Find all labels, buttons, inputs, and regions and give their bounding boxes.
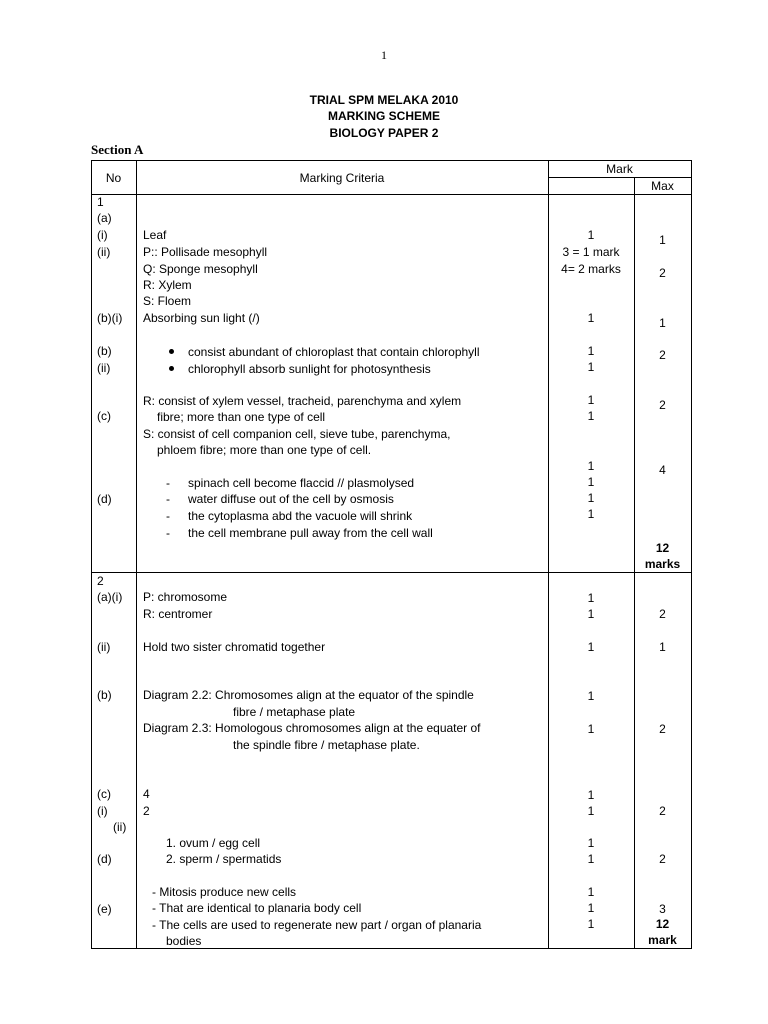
q1-mark: 1 xyxy=(587,491,595,505)
q1-max: 2 xyxy=(659,266,666,280)
q1-criteria: S: Floem xyxy=(143,294,192,308)
q1-mark: 1 xyxy=(587,393,595,407)
q2-max: 2 xyxy=(659,607,666,621)
q2-criteria: - That are identical to planaria body cell xyxy=(152,901,362,915)
q2-mark: 1 xyxy=(587,804,595,818)
header-max: Max xyxy=(651,179,674,193)
q1-criteria: P:: Pollisade mesophyll xyxy=(143,245,268,259)
q1-criteria: Leaf xyxy=(143,228,167,242)
q1-part-b: (b) xyxy=(97,344,112,358)
q1-mark: 1 xyxy=(587,459,595,473)
q1-criteria-dash: the cell membrane pull away from the cell wall xyxy=(188,526,433,540)
q1-criteria: R: consist of xylem vessel, tracheid, parenchyma and xylem xyxy=(143,394,462,408)
header-no: No xyxy=(105,171,122,185)
q1-part-b-i: (b)(i) xyxy=(97,311,123,325)
q2-mark: 1 xyxy=(587,901,595,915)
section-heading: Section A xyxy=(91,142,144,157)
q2-criteria: Diagram 2.2: Chromosomes align at the equator of the spindle xyxy=(143,688,474,702)
page-number: 1 xyxy=(381,48,387,62)
q2-part-c-i: (i) xyxy=(97,804,108,818)
q1-total-marks: 12 xyxy=(655,541,670,555)
q1-mark: 1 xyxy=(587,228,595,242)
q1-no: 1 xyxy=(97,195,104,209)
q1-criteria: S: consist of cell companion cell, sieve tube, parenchyma, xyxy=(143,427,451,441)
q1-mark: 3 = 1 mark xyxy=(562,245,620,259)
q1-max: 2 xyxy=(659,398,666,412)
q2-max: 1 xyxy=(659,640,666,654)
q2-mark: 1 xyxy=(587,591,595,605)
q1-criteria: R: Xylem xyxy=(143,278,192,292)
q1-criteria: phloem fibre; more than one type of cell. xyxy=(157,443,372,457)
q2-part-a-i: (a)(i) xyxy=(97,590,123,604)
q2-criteria: Hold two sister chromatid together xyxy=(143,640,326,654)
q1-criteria: Q: Sponge mesophyll xyxy=(143,262,258,276)
q1-criteria: Absorbing sun light (/) xyxy=(143,311,260,325)
q1-mark: 1 xyxy=(587,409,595,423)
q2-mark: 1 xyxy=(587,885,595,899)
q2-criteria: 2. sperm / spermatids xyxy=(166,852,282,866)
q2-criteria: 4 xyxy=(143,787,150,801)
q2-criteria: - Mitosis produce new cells xyxy=(152,885,297,899)
q1-criteria-bullet: chlorophyll absorb sunlight for photosynthesis xyxy=(169,361,431,377)
q2-total-marks: 12 xyxy=(655,917,670,931)
q2-criteria: bodies xyxy=(166,934,202,948)
q2-criteria: 1. ovum / egg cell xyxy=(166,836,261,850)
q1-mark: 1 xyxy=(587,311,595,325)
q2-part-a-ii: (ii) xyxy=(97,640,111,654)
q2-mark: 1 xyxy=(587,689,595,703)
page-title-line-1: TRIAL SPM MELAKA 2010 xyxy=(309,93,459,107)
q1-part-a-ii: (ii) xyxy=(97,245,111,259)
header-marking-criteria: Marking Criteria xyxy=(299,171,385,185)
q1-part-a-i: (i) xyxy=(97,228,108,242)
q2-criteria: the spindle fibre / metaphase plate. xyxy=(233,738,420,752)
q2-criteria: P: chromosome xyxy=(143,590,228,604)
q1-mark: 4= 2 marks xyxy=(561,262,621,276)
q2-max: 2 xyxy=(659,852,666,866)
q2-part-e: (e) xyxy=(97,902,112,916)
q2-part-c: (c) xyxy=(97,787,111,801)
q1-part-b-ii: (ii) xyxy=(97,361,111,375)
q2-criteria: 2 xyxy=(143,804,150,818)
q1-mark: 1 xyxy=(587,360,595,374)
q2-part-d: (d) xyxy=(97,852,112,866)
q1-part-a: (a) xyxy=(97,211,112,225)
q2-mark: 1 xyxy=(587,852,595,866)
q1-mark: 1 xyxy=(587,507,595,521)
q1-part-c: (c) xyxy=(97,409,111,423)
page-title-line-2: MARKING SCHEME xyxy=(327,109,440,123)
q1-criteria-bullet: consist abundant of chloroplast that contain chlorophyll xyxy=(169,344,480,360)
header-mark: Mark xyxy=(606,162,633,176)
q1-mark: 1 xyxy=(587,475,595,489)
q1-criteria: fibre; more than one type of cell xyxy=(157,410,326,424)
q2-max: 2 xyxy=(659,804,666,818)
q2-mark: 1 xyxy=(587,917,595,931)
q1-mark: 1 xyxy=(587,344,595,358)
page-title-line-3: BIOLOGY PAPER 2 xyxy=(329,126,439,140)
q1-max: 2 xyxy=(659,348,666,362)
q2-criteria: R: centromer xyxy=(143,607,213,621)
q1-total-label: marks xyxy=(644,557,681,571)
q2-criteria: - The cells are used to regenerate new part / organ of planaria xyxy=(152,918,482,932)
q2-max: 2 xyxy=(659,722,666,736)
q1-criteria-dash: water diffuse out of the cell by osmosis xyxy=(188,492,394,506)
q2-max: 3 xyxy=(659,902,666,916)
q1-criteria-dash: spinach cell become flaccid // plasmolysed xyxy=(188,476,415,490)
q2-mark: 1 xyxy=(587,788,595,802)
q1-criteria-dash: the cytoplasma abd the vacuole will shrink xyxy=(188,509,413,523)
q1-part-d: (d) xyxy=(97,492,112,506)
q2-part-c-ii: (ii) xyxy=(113,820,127,834)
q1-max: 1 xyxy=(659,233,666,247)
q2-criteria: fibre / metaphase plate xyxy=(233,705,356,719)
q2-no: 2 xyxy=(97,574,104,588)
q1-max: 1 xyxy=(659,316,666,330)
q2-mark: 1 xyxy=(587,722,595,736)
q1-max: 4 xyxy=(659,463,666,477)
q2-mark: 1 xyxy=(587,836,595,850)
q2-total-label: mark xyxy=(648,933,677,947)
q2-criteria: Diagram 2.3: Homologous chromosomes align at the equater of xyxy=(143,721,481,735)
q2-mark: 1 xyxy=(587,640,595,654)
q2-mark: 1 xyxy=(587,607,595,621)
q2-part-b: (b) xyxy=(97,688,112,702)
